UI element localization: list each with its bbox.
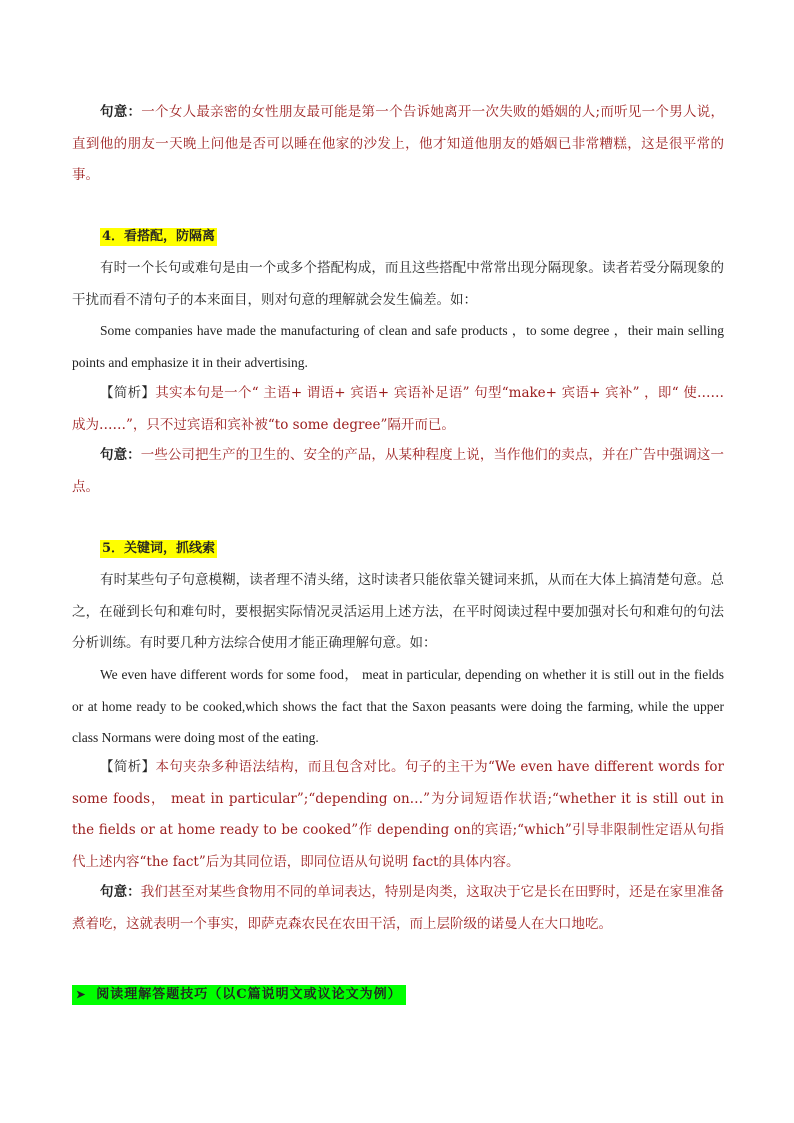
reading-tips-heading [72,985,406,1005]
section-5-meaning [72,877,724,940]
section-4-example: Some companies have made the manufacturing of clean and safe products ，to some degree ，their main selling points and emphasize it in their advertising. [72,323,724,370]
section-4-meaning [72,440,724,503]
analysis-label: 【简析】 [100,385,156,401]
meaning-text: 我们甚至对某些食物用不同的单词表达，特别是肉类，这取决于它是长在田野时，还是在家里准备煮着吃，这就表明一个事实，即萨克森农民在农田干活，而上层阶级的诺曼人在大口地吃。 [72,884,725,932]
section-5-heading: 5．关键词，抓线索 [102,541,216,556]
arrow-bullet-icon: ➤ [76,988,87,1001]
paragraph-meaning-1 [72,97,724,192]
reading-tips-heading-text: 阅读理解答题技巧（以C篇说明文或议论文为例） [96,987,402,1002]
analysis-label: 【简析】 [100,759,156,775]
section-4-intro: 有时一个长句或难句是由一个或多个搭配构成，而且这些搭配中常常出现分隔现象。读者若受分隔现象的干扰而看不清句子的本来面目，则对句意的理解就会发生偏差。如： [72,260,724,308]
meaning-text: 一个女人最亲密的女性朋友最可能是第一个告诉她离开一次失败的婚姻的人;而听见一个男人说，直到他的朋友一天晚上问他是否可以睡在他家的沙发上，他才知道他朋友的婚姻已非常糟糕，这是很平常的事。 [72,104,724,183]
section-5-intro: 有时某些句子句意模糊，读者理不清头绪，这时读者只能依靠关键词来抓，从而在大体上搞清楚句意。总之，在碰到长句和难句时，要根据实际情况灵活运用上述方法，在平时阅读过程中要加强对长句和难句的句法分析训练。有时要几种方法综合使用才能正确理解句意。如： [72,572,724,651]
meaning-label: 句意： [100,884,141,900]
meaning-text: 一些公司把生产的卫生的、安全的产品，从某种程度上说，当作他们的卖点，并在广告中强调这一点。 [72,447,725,495]
meaning-label: 句意： [100,104,142,120]
analysis-text: 其实本句是一个“ 主语+ 谓语+ 宾语+ 宾语补足语” 句型“make+ 宾语+ 宾补” ，即“ 使……成为……”，只不过宾语和宾补被“to some degree”隔开而已。 [72,385,724,433]
section-5-example: We even have different words for some food， meat in particular, depending on whether it is still out in the fields or at home ready to be cooked,which shows the fact that the Saxon peasants were doing the farming, while the upper class Normans were doing most of the eating. [72,667,724,745]
meaning-label: 句意： [100,447,141,463]
section-5-analysis [72,752,724,878]
analysis-text: 本句夹杂多种语法结构，而且包含对比。句子的主干为“We even have different words for some foods， meat in particular”;“depending on…”为分词短语作状语;“whether it is still out in the fields or at home ready to be cooked”作 depending on的宾语;“which”引导非限制性定语从句指代上述内容“the fact”后为其同位语，即同位语从句说明 fact的具体内容。 [72,759,724,870]
section-4-analysis [72,378,724,441]
section-4-heading: 4．看搭配，防隔离 [102,229,216,244]
